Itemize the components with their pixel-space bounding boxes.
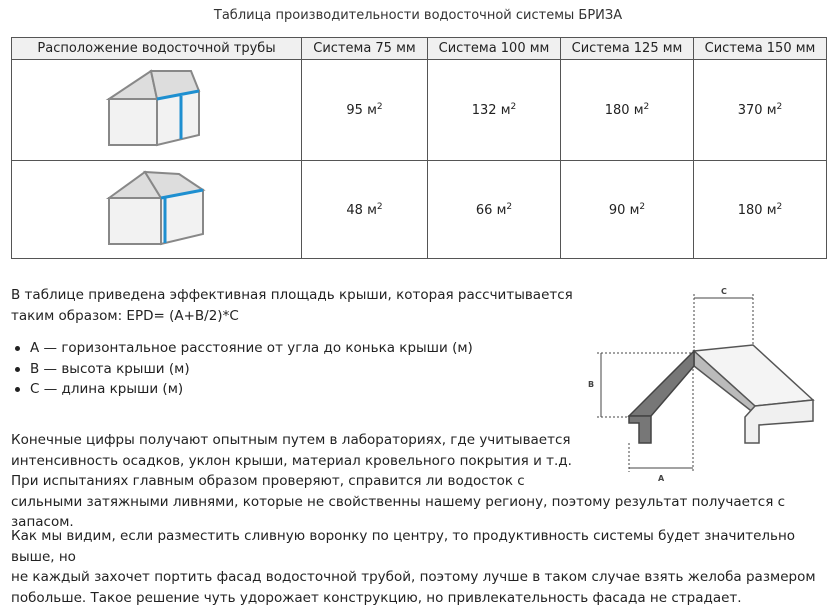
text-line: Как мы видим, если разместить сливную воронку по центру, то продуктивность системы будет значительно выше, но [11, 526, 836, 567]
text-line: Конечные цифры получают опытным путем в лабораториях, где учитывается [11, 430, 836, 451]
roof-right-gutter [745, 400, 813, 443]
formula-line: таким образом: EPD= (A+B/2)*C [11, 306, 573, 327]
column-header-location: Расположение водосточной трубы [12, 38, 302, 60]
unit-power: 2 [377, 102, 383, 112]
table-caption: Таблица производительности водосточной системы БРИЗА [0, 8, 836, 23]
label-c: C [721, 287, 727, 296]
unit-power: 2 [777, 202, 783, 212]
column-header-75: Система 75 мм [302, 38, 428, 60]
text-line: интенсивность осадков, уклон крыши, материал кровельного покрытия и т.д. [11, 451, 836, 472]
house-pipe-center-icon [107, 170, 207, 250]
cell-value: 132 м [472, 103, 511, 118]
value-cell [428, 60, 561, 161]
label-b: B [588, 380, 594, 389]
roof-left-slope [629, 351, 694, 416]
cell-value: 95 м [346, 103, 376, 118]
column-header-100: Система 100 мм [428, 38, 561, 60]
value-cell [428, 161, 561, 259]
table-row [12, 161, 827, 259]
cell-value: 66 м [476, 203, 506, 218]
list-item: B — высота крыши (м) [11, 359, 473, 380]
unit-power: 2 [511, 102, 517, 112]
list-item: C — длина крыши (м) [11, 379, 473, 400]
text-line: сильными затяжными ливнями, которые не свойственны нашему региону, поэтому результат получается с запасом. [11, 492, 836, 533]
text-line: побольше. Такое решение чуть удорожает конструкцию, но привлекательность фасада не страдает. [11, 588, 836, 608]
unit-power: 2 [506, 202, 512, 212]
value-cell [302, 161, 428, 259]
variables-list [11, 338, 473, 400]
cell-value: 370 м [738, 103, 777, 118]
text-line: не каждый захочет портить фасад водосточной трубой, поэтому лучше в таком случае взять желоба размером [11, 567, 836, 588]
list-item: A — горизонтальное расстояние от угла до конька крыши (м) [11, 338, 473, 359]
column-header-150: Система 150 мм [694, 38, 827, 60]
unit-power: 2 [377, 202, 383, 212]
table-row [12, 60, 827, 161]
value-cell [302, 60, 428, 161]
performance-table [11, 37, 827, 259]
unit-power: 2 [777, 102, 783, 112]
cell-value: 90 м [609, 203, 639, 218]
value-cell [561, 60, 694, 161]
value-cell [694, 60, 827, 161]
location-cell [12, 161, 302, 259]
table-header-row [12, 38, 827, 60]
value-cell [694, 161, 827, 259]
column-header-125: Система 125 мм [561, 38, 694, 60]
unit-power: 2 [639, 202, 645, 212]
cell-value: 180 м [605, 103, 644, 118]
text-line: В таблице приведена эффективная площадь крыши, которая рассчитывается [11, 285, 573, 306]
cell-value: 48 м [346, 203, 376, 218]
conclusion-paragraph [11, 526, 836, 608]
label-a: A [658, 474, 665, 483]
roof-left-gutter [629, 416, 651, 443]
unit-power: 2 [644, 102, 650, 112]
house-pipe-corner-icon [107, 69, 207, 151]
intro-paragraph [11, 285, 573, 326]
roof-dimension-diagram [593, 283, 823, 488]
value-cell [561, 161, 694, 259]
cell-value: 180 м [738, 203, 777, 218]
text-line: При испытаниях главным образом проверяют, справится ли водосток с [11, 471, 836, 492]
location-cell [12, 60, 302, 161]
